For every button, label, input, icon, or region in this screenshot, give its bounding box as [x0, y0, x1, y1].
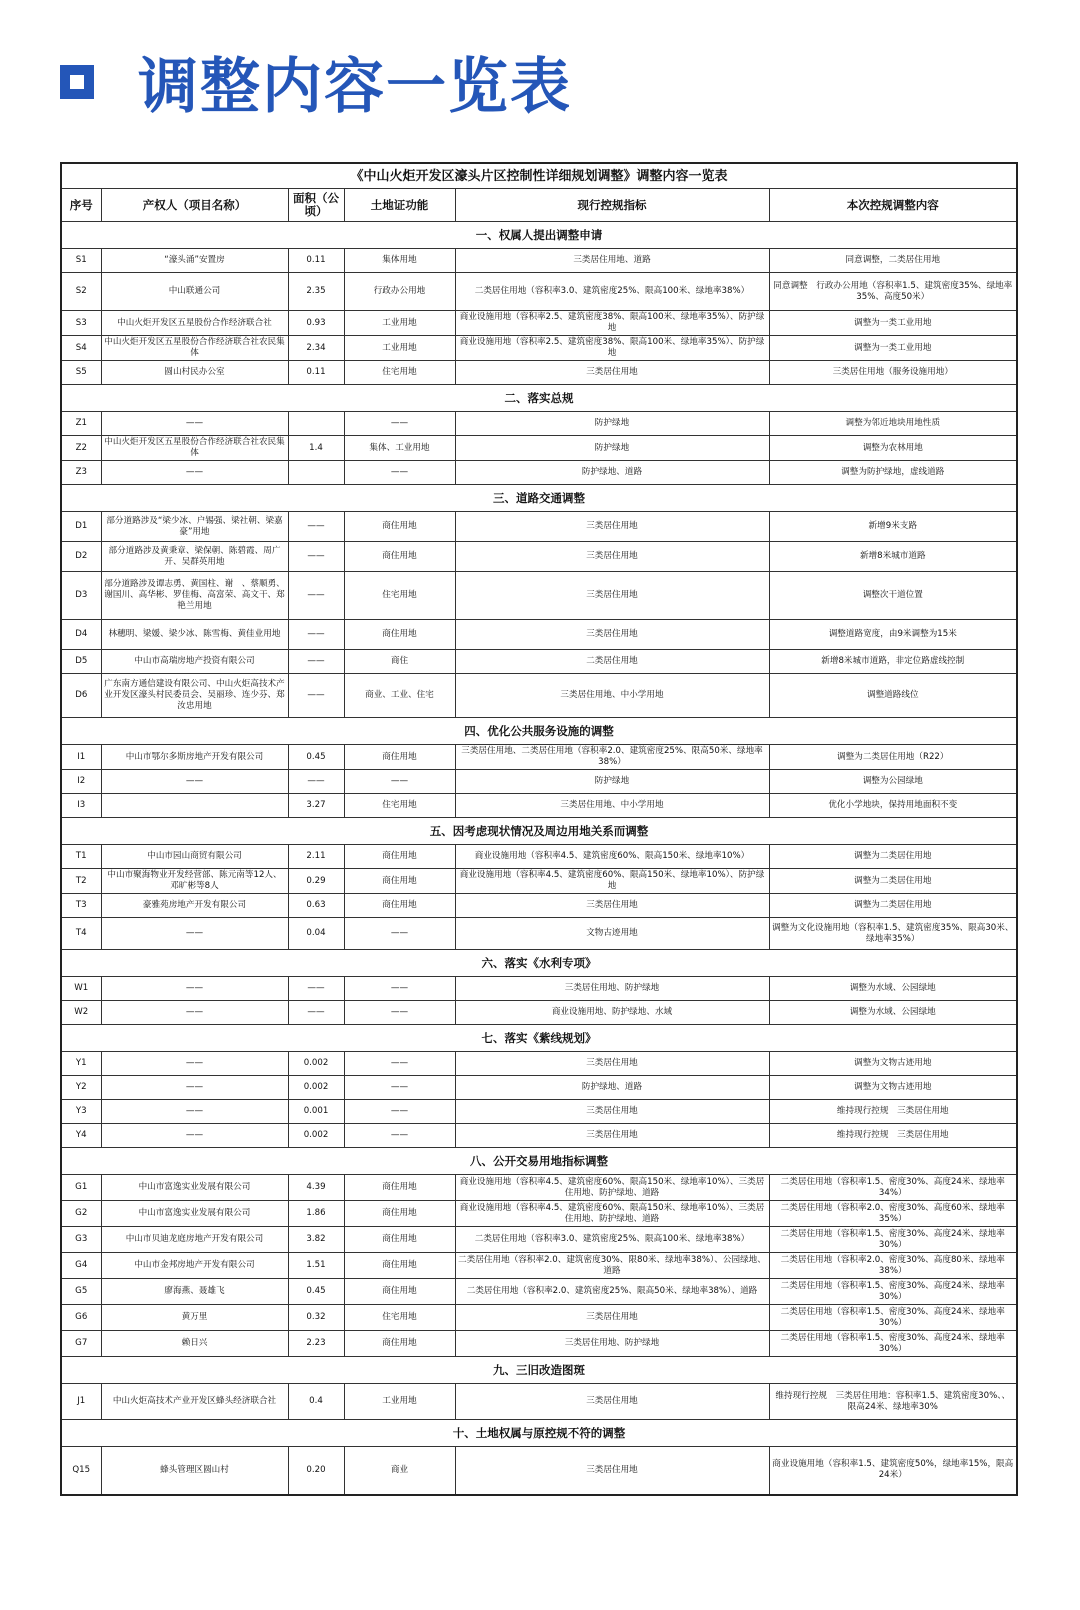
cell-index: Y3	[61, 1100, 101, 1124]
header-land-function: 土地证功能	[344, 189, 455, 222]
section-row	[61, 385, 1017, 412]
cell-current-indicators: 二类居住用地	[455, 650, 769, 674]
cell-land-function: 商住用地	[344, 845, 455, 869]
table-row	[61, 512, 1017, 542]
cell-land-function: 住宅用地	[344, 361, 455, 385]
cell-owner: 中山市富逸实业发展有限公司	[101, 1201, 288, 1227]
cell-current-indicators: 防护绿地	[455, 436, 769, 461]
cell-land-function: 商住用地	[344, 1227, 455, 1253]
cell-adjustment-content: 调整为文化设施用地（容积率1.5、建筑密度35%、限高30米、绿地率35%）	[769, 918, 1017, 950]
cell-land-function: ——	[344, 1076, 455, 1100]
cell-owner: 部分道路涉及谭志勇、黄国柱、谢 、蔡顺勇、谢国川、高华彬、罗佳梅、高富荣、高文干、郑艳兰用地	[101, 572, 288, 620]
table-header-row	[61, 189, 1017, 222]
cell-current-indicators: 三类居住用地、中小学用地	[455, 674, 769, 718]
cell-land-function: 工业用地	[344, 1384, 455, 1420]
table-row	[61, 1447, 1017, 1495]
cell-owner: ——	[101, 770, 288, 794]
cell-index: G7	[61, 1331, 101, 1357]
cell-current-indicators: 商业设施用地（容积率4.5、建筑密度60%、限高150米、绿地率10%）	[455, 845, 769, 869]
square-bullet-icon	[60, 65, 94, 99]
cell-area: ——	[288, 674, 344, 718]
table-row	[61, 1253, 1017, 1279]
cell-current-indicators: 三类居住用地	[455, 1384, 769, 1420]
cell-land-function: 住宅用地	[344, 1305, 455, 1331]
cell-adjustment-content: 新增8米城市道路，非定位路虚线控制	[769, 650, 1017, 674]
cell-land-function: 商住用地	[344, 1201, 455, 1227]
cell-owner: 蜂头管理区圆山村	[101, 1447, 288, 1495]
cell-index: S5	[61, 361, 101, 385]
cell-index: T2	[61, 869, 101, 894]
cell-current-indicators: 防护绿地	[455, 412, 769, 436]
table-row	[61, 770, 1017, 794]
section-row	[61, 485, 1017, 512]
cell-land-function: 商业、工业、住宅	[344, 674, 455, 718]
cell-current-indicators: 三类居住用地	[455, 542, 769, 572]
cell-owner: ——	[101, 918, 288, 950]
section-title: 五、因考虑现状情况及周边用地关系而调整	[61, 818, 1017, 845]
cell-current-indicators: 三类居住用地	[455, 1124, 769, 1148]
cell-adjustment-content: 二类居住用地（容积率1.5、密度30%、高度24米、绿地率30%）	[769, 1305, 1017, 1331]
cell-adjustment-content: 调整为一类工业用地	[769, 311, 1017, 336]
cell-land-function: 集体、工业用地	[344, 436, 455, 461]
cell-adjustment-content: 维持现行控规 三类居住用地：容积率1.5、建筑密度30%、、限高24米、绿地率30%	[769, 1384, 1017, 1420]
section-title: 二、落实总规	[61, 385, 1017, 412]
cell-land-function: ——	[344, 977, 455, 1001]
cell-area	[288, 461, 344, 485]
table-row	[61, 1052, 1017, 1076]
cell-area: 0.002	[288, 1124, 344, 1148]
table-row	[61, 1201, 1017, 1227]
cell-area: 1.86	[288, 1201, 344, 1227]
cell-current-indicators: 三类居住用地	[455, 894, 769, 918]
cell-index: Z3	[61, 461, 101, 485]
cell-index: T4	[61, 918, 101, 950]
cell-area: 0.63	[288, 894, 344, 918]
cell-area: 0.29	[288, 869, 344, 894]
cell-area: 4.39	[288, 1175, 344, 1201]
section-title: 七、落实《紫线规划》	[61, 1025, 1017, 1052]
cell-adjustment-content: 调整为一类工业用地	[769, 336, 1017, 361]
cell-adjustment-content: 二类居住用地（容积率1.5、密度30%、高度24米、绿地率30%）	[769, 1227, 1017, 1253]
table-row	[61, 572, 1017, 620]
cell-index: W2	[61, 1001, 101, 1025]
table-caption: 《中山火炬开发区濠头片区控制性详细规划调整》调整内容一览表	[61, 163, 1017, 189]
cell-land-function: 集体用地	[344, 249, 455, 273]
cell-adjustment-content: 调整为文物古迹用地	[769, 1076, 1017, 1100]
cell-index: Y1	[61, 1052, 101, 1076]
cell-owner: 部分道路涉及黄秉章、梁保朝、陈碧霞、周广开、吴群英用地	[101, 542, 288, 572]
header-index: 序号	[61, 189, 101, 222]
cell-owner: 中山市园山商贸有限公司	[101, 845, 288, 869]
cell-owner: 中山火炬开发区五星股份合作经济联合社	[101, 311, 288, 336]
cell-area: 0.11	[288, 361, 344, 385]
cell-owner: 中山市金邦房地产开发有限公司	[101, 1253, 288, 1279]
table-row	[61, 461, 1017, 485]
cell-current-indicators: 三类居住用地	[455, 1052, 769, 1076]
cell-land-function: 商住	[344, 650, 455, 674]
cell-current-indicators: 三类居住用地	[455, 1447, 769, 1495]
table-row	[61, 1305, 1017, 1331]
table-row	[61, 650, 1017, 674]
cell-index: G3	[61, 1227, 101, 1253]
cell-index: W1	[61, 977, 101, 1001]
cell-index: D3	[61, 572, 101, 620]
cell-area: ——	[288, 572, 344, 620]
page-header	[60, 42, 572, 122]
cell-owner: 部分道路涉及“梁少冰、户锡强、梁社朝、梁嘉豪”用地	[101, 512, 288, 542]
table-row	[61, 845, 1017, 869]
cell-current-indicators: 三类居住用地、防护绿地	[455, 977, 769, 1001]
cell-area: ——	[288, 620, 344, 650]
cell-current-indicators: 三类居住用地、道路	[455, 249, 769, 273]
cell-owner: 广东南方通信建设有限公司、中山火炬高技术产业开发区濠头村民委员会、吴丽珍、连少芬、郑汝忠用地	[101, 674, 288, 718]
cell-adjustment-content: 二类居住用地（容积率1.5、密度30%、高度24米、绿地率34%）	[769, 1175, 1017, 1201]
cell-adjustment-content: 调整为防护绿地，虚线道路	[769, 461, 1017, 485]
table-row	[61, 1227, 1017, 1253]
cell-current-indicators: 商业设施用地（容积率4.5、建筑密度60%、限高150米、绿地率10%）、三类居住用地、防护绿地、道路	[455, 1175, 769, 1201]
cell-adjustment-content: 调整为二类居住用地	[769, 869, 1017, 894]
cell-adjustment-content: 调整为水域、公园绿地	[769, 1001, 1017, 1025]
table-row	[61, 918, 1017, 950]
section-row	[61, 1148, 1017, 1175]
cell-current-indicators: 商业设施用地（容积率2.5、建筑密度38%、限高100米、绿地率35%）、防护绿地	[455, 336, 769, 361]
table-row	[61, 794, 1017, 818]
section-title: 三、道路交通调整	[61, 485, 1017, 512]
section-row	[61, 1357, 1017, 1384]
cell-owner: 黄万里	[101, 1305, 288, 1331]
cell-adjustment-content: 维持现行控规 三类居住用地	[769, 1100, 1017, 1124]
cell-land-function: 工业用地	[344, 336, 455, 361]
cell-current-indicators: 文物古迹用地	[455, 918, 769, 950]
cell-current-indicators: 三类居住用地	[455, 572, 769, 620]
cell-owner: 中山火炬高技术产业开发区蜂头经济联合社	[101, 1384, 288, 1420]
cell-area: 0.002	[288, 1076, 344, 1100]
cell-land-function: 行政办公用地	[344, 273, 455, 311]
cell-adjustment-content: 新增9米支路	[769, 512, 1017, 542]
section-row	[61, 222, 1017, 249]
cell-land-function: ——	[344, 1124, 455, 1148]
table-row	[61, 1076, 1017, 1100]
cell-land-function: 工业用地	[344, 311, 455, 336]
cell-area	[288, 412, 344, 436]
table-row	[61, 1124, 1017, 1148]
cell-area: ——	[288, 1001, 344, 1025]
cell-owner: 中山市贝迪龙庭房地产开发有限公司	[101, 1227, 288, 1253]
cell-index: T1	[61, 845, 101, 869]
section-title: 六、落实《水利专项》	[61, 950, 1017, 977]
cell-index: Y2	[61, 1076, 101, 1100]
cell-owner: 中山市富逸实业发展有限公司	[101, 1175, 288, 1201]
section-title: 四、优化公共服务设施的调整	[61, 718, 1017, 745]
cell-owner: 中山火炬开发区五星股份合作经济联合社农民集体	[101, 436, 288, 461]
table-row	[61, 1001, 1017, 1025]
cell-current-indicators: 二类居住用地（容积率2.0、建筑密度30%、限80米、绿地率38%）、公园绿地、道路	[455, 1253, 769, 1279]
cell-current-indicators: 防护绿地	[455, 770, 769, 794]
adjustment-table	[60, 162, 1018, 1496]
cell-land-function: ——	[344, 1001, 455, 1025]
cell-area: 0.4	[288, 1384, 344, 1420]
cell-current-indicators: 商业设施用地（容积率4.5、建筑密度60%、限高150米、绿地率10%）、三类居住用地、防护绿地、道路	[455, 1201, 769, 1227]
cell-index: D6	[61, 674, 101, 718]
table-row	[61, 1384, 1017, 1420]
cell-land-function: ——	[344, 918, 455, 950]
cell-adjustment-content: 调整道路线位	[769, 674, 1017, 718]
table-row	[61, 977, 1017, 1001]
table-row	[61, 1100, 1017, 1124]
cell-current-indicators: 三类居住用地	[455, 620, 769, 650]
cell-current-indicators: 防护绿地、道路	[455, 461, 769, 485]
cell-index: G6	[61, 1305, 101, 1331]
cell-owner: “濠头涌”安置房	[101, 249, 288, 273]
cell-index: I2	[61, 770, 101, 794]
cell-area: 3.82	[288, 1227, 344, 1253]
cell-current-indicators: 三类居住用地	[455, 1305, 769, 1331]
cell-index: G4	[61, 1253, 101, 1279]
cell-area: 0.04	[288, 918, 344, 950]
table-row	[61, 745, 1017, 770]
table-row	[61, 869, 1017, 894]
cell-land-function: 商住用地	[344, 869, 455, 894]
cell-owner: ——	[101, 1076, 288, 1100]
cell-adjustment-content: 调整为文物古迹用地	[769, 1052, 1017, 1076]
cell-index: G5	[61, 1279, 101, 1305]
cell-index: D1	[61, 512, 101, 542]
cell-adjustment-content: 维持现行控规 三类居住用地	[769, 1124, 1017, 1148]
header-area: 面积（公顷）	[288, 189, 344, 222]
cell-land-function: 商住用地	[344, 512, 455, 542]
cell-area: 2.23	[288, 1331, 344, 1357]
cell-owner: 中山市高瑞房地产投资有限公司	[101, 650, 288, 674]
cell-adjustment-content: 优化小学地块，保持用地面积不变	[769, 794, 1017, 818]
cell-current-indicators: 二类居住用地（容积率3.0、建筑密度25%、限高100米、绿地率38%）	[455, 273, 769, 311]
cell-owner: ——	[101, 412, 288, 436]
cell-owner: ——	[101, 461, 288, 485]
cell-land-function: ——	[344, 770, 455, 794]
cell-index: S4	[61, 336, 101, 361]
cell-owner: 中山联通公司	[101, 273, 288, 311]
cell-index: T3	[61, 894, 101, 918]
cell-area: 1.51	[288, 1253, 344, 1279]
cell-adjustment-content: 调整为二类居住用地	[769, 894, 1017, 918]
cell-area: 0.20	[288, 1447, 344, 1495]
cell-area: ——	[288, 650, 344, 674]
cell-current-indicators: 三类居住用地	[455, 1100, 769, 1124]
cell-land-function: ——	[344, 1052, 455, 1076]
cell-current-indicators: 防护绿地、道路	[455, 1076, 769, 1100]
table-row	[61, 336, 1017, 361]
cell-adjustment-content: 调整为邻近地块用地性质	[769, 412, 1017, 436]
cell-owner: 中山火炬开发区五星股份合作经济联合社农民集体	[101, 336, 288, 361]
cell-index: Q15	[61, 1447, 101, 1495]
table-row	[61, 412, 1017, 436]
cell-current-indicators: 商业设施用地（容积率2.5、建筑密度38%、限高100米、绿地率35%）、防护绿地	[455, 311, 769, 336]
cell-adjustment-content: 调整为水域、公园绿地	[769, 977, 1017, 1001]
cell-area: 0.93	[288, 311, 344, 336]
cell-adjustment-content: 调整次干道位置	[769, 572, 1017, 620]
cell-adjustment-content: 商业设施用地（容积率1.5、建筑密度50%，绿地率15%，限高24米）	[769, 1447, 1017, 1495]
cell-index: S1	[61, 249, 101, 273]
section-row	[61, 718, 1017, 745]
cell-owner: 赖日兴	[101, 1331, 288, 1357]
cell-adjustment-content: 调整道路宽度，由9米调整为15米	[769, 620, 1017, 650]
table-row	[61, 361, 1017, 385]
cell-index: D2	[61, 542, 101, 572]
table-row	[61, 1279, 1017, 1305]
cell-current-indicators: 商业设施用地（容积率4.5、建筑密度60%、限高150米、绿地率10%）、防护绿地	[455, 869, 769, 894]
cell-area: 0.45	[288, 1279, 344, 1305]
section-row	[61, 1420, 1017, 1447]
cell-index: Y4	[61, 1124, 101, 1148]
table-row	[61, 620, 1017, 650]
cell-owner: 林穗明、梁媛、梁少冰、陈雪梅、黄佳业用地	[101, 620, 288, 650]
cell-current-indicators: 三类居住用地	[455, 512, 769, 542]
cell-area: 0.11	[288, 249, 344, 273]
cell-land-function: ——	[344, 1100, 455, 1124]
cell-current-indicators: 二类居住用地（容积率3.0、建筑密度25%、限高100米、绿地率38%）	[455, 1227, 769, 1253]
page-title: 调整内容一览表	[138, 52, 572, 122]
cell-land-function: 住宅用地	[344, 794, 455, 818]
cell-index: D4	[61, 620, 101, 650]
cell-adjustment-content: 三类居住用地（服务设施用地）	[769, 361, 1017, 385]
cell-land-function: 住宅用地	[344, 572, 455, 620]
table-container	[60, 162, 1016, 1496]
cell-index: D5	[61, 650, 101, 674]
cell-land-function: 商住用地	[344, 1331, 455, 1357]
cell-adjustment-content: 同意调整 行政办公用地（容积率1.5、建筑密度35%、绿地率35%、高度50米）	[769, 273, 1017, 311]
cell-adjustment-content: 调整为农林用地	[769, 436, 1017, 461]
cell-adjustment-content: 调整为二类居住用地	[769, 845, 1017, 869]
cell-land-function: 商住用地	[344, 620, 455, 650]
cell-current-indicators: 二类居住用地（容积率2.0、建筑密度25%、限高50米、绿地率38%）、道路	[455, 1279, 769, 1305]
cell-adjustment-content: 调整为公园绿地	[769, 770, 1017, 794]
cell-index: G1	[61, 1175, 101, 1201]
header-adjustment-content: 本次控规调整内容	[769, 189, 1017, 222]
cell-area: 2.34	[288, 336, 344, 361]
cell-owner: ——	[101, 1100, 288, 1124]
cell-area: ——	[288, 770, 344, 794]
table-row	[61, 311, 1017, 336]
cell-adjustment-content: 二类居住用地（容积率2.0、密度30%、高度60米、绿地率35%）	[769, 1201, 1017, 1227]
table-row	[61, 249, 1017, 273]
section-title: 九、三旧改造图斑	[61, 1357, 1017, 1384]
cell-owner: ——	[101, 1052, 288, 1076]
cell-land-function: 商住用地	[344, 1253, 455, 1279]
table-row	[61, 542, 1017, 572]
cell-area: ——	[288, 542, 344, 572]
cell-adjustment-content: 同意调整，二类居住用地	[769, 249, 1017, 273]
cell-current-indicators: 三类居住用地	[455, 361, 769, 385]
header-owner: 产权人（项目名称）	[101, 189, 288, 222]
table-row	[61, 273, 1017, 311]
cell-index: Z2	[61, 436, 101, 461]
cell-area: 0.002	[288, 1052, 344, 1076]
cell-area: 3.27	[288, 794, 344, 818]
cell-area: 0.32	[288, 1305, 344, 1331]
cell-adjustment-content: 新增8米城市道路	[769, 542, 1017, 572]
cell-owner	[101, 794, 288, 818]
cell-index: I3	[61, 794, 101, 818]
table-row	[61, 1175, 1017, 1201]
cell-owner: 中山市聚海物业开发经营部、陈元南等12人、邓旷彬等8人	[101, 869, 288, 894]
cell-index: J1	[61, 1384, 101, 1420]
section-row	[61, 950, 1017, 977]
section-row	[61, 818, 1017, 845]
cell-area: 2.11	[288, 845, 344, 869]
cell-land-function: 商住用地	[344, 894, 455, 918]
cell-area: 0.001	[288, 1100, 344, 1124]
section-title: 一、权属人提出调整申请	[61, 222, 1017, 249]
table-row	[61, 1331, 1017, 1357]
cell-area: 2.35	[288, 273, 344, 311]
cell-adjustment-content: 调整为二类居住用地（R22）	[769, 745, 1017, 770]
cell-adjustment-content: 二类居住用地（容积率2.0、密度30%、高度80米、绿地率38%）	[769, 1253, 1017, 1279]
table-row	[61, 436, 1017, 461]
section-title: 八、公开交易用地指标调整	[61, 1148, 1017, 1175]
table-row	[61, 894, 1017, 918]
cell-index: S2	[61, 273, 101, 311]
cell-land-function: 商住用地	[344, 1279, 455, 1305]
cell-land-function: 商业	[344, 1447, 455, 1495]
cell-land-function: ——	[344, 412, 455, 436]
cell-area: 0.45	[288, 745, 344, 770]
cell-area: ——	[288, 512, 344, 542]
cell-land-function: ——	[344, 461, 455, 485]
cell-adjustment-content: 二类居住用地（容积率1.5、密度30%、高度24米、绿地率30%）	[769, 1331, 1017, 1357]
cell-index: S3	[61, 311, 101, 336]
section-row	[61, 1025, 1017, 1052]
cell-current-indicators: 三类居住用地、防护绿地	[455, 1331, 769, 1357]
cell-adjustment-content: 二类居住用地（容积率1.5、密度30%、高度24米、绿地率30%）	[769, 1279, 1017, 1305]
section-title: 十、土地权属与原控规不符的调整	[61, 1420, 1017, 1447]
cell-current-indicators: 三类居住用地、二类居住用地（容积率2.0、建筑密度25%、限高50米、绿地率38%）	[455, 745, 769, 770]
cell-owner: 中山市鄂尔多斯房地产开发有限公司	[101, 745, 288, 770]
cell-area: 1.4	[288, 436, 344, 461]
cell-land-function: 商住用地	[344, 745, 455, 770]
cell-index: Z1	[61, 412, 101, 436]
cell-owner: 圆山村民办公室	[101, 361, 288, 385]
cell-owner: ——	[101, 1124, 288, 1148]
cell-current-indicators: 商业设施用地、防护绿地、水域	[455, 1001, 769, 1025]
cell-owner: ——	[101, 1001, 288, 1025]
cell-index: G2	[61, 1201, 101, 1227]
cell-land-function: 商住用地	[344, 542, 455, 572]
cell-owner: 豪雅苑房地产开发有限公司	[101, 894, 288, 918]
cell-area: ——	[288, 977, 344, 1001]
cell-owner: ——	[101, 977, 288, 1001]
header-current-indicators: 现行控规指标	[455, 189, 769, 222]
cell-index: I1	[61, 745, 101, 770]
cell-land-function: 商住用地	[344, 1175, 455, 1201]
cell-owner: 廖海燕、聂雄飞	[101, 1279, 288, 1305]
cell-current-indicators: 三类居住用地、中小学用地	[455, 794, 769, 818]
table-row	[61, 674, 1017, 718]
